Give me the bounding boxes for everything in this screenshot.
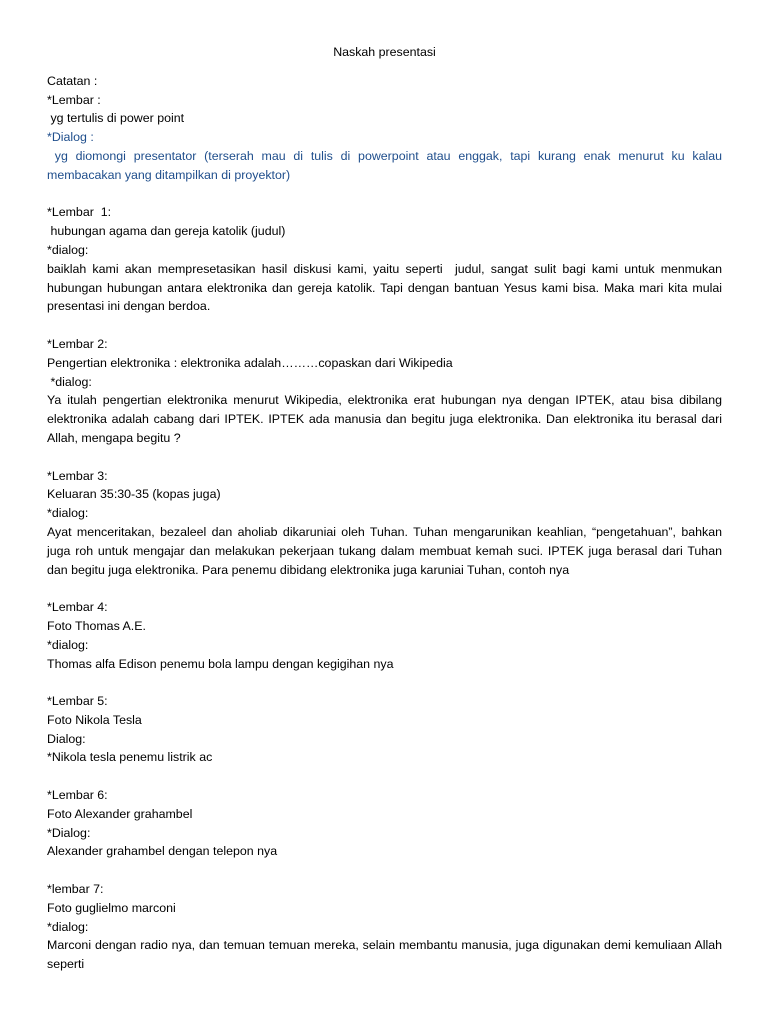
slide-dialog: *Nikola tesla penemu listrik ac	[47, 750, 213, 765]
notes-heading: Catatan :	[47, 73, 98, 88]
slide-dialog: baiklah kami akan mempresetasikan hasil diskusi kami, yaitu seperti judul, sangat sulit bagi kami untuk menmukan hubungan hubungan antara elektronika dan gereja katolik. Tapi dengan bantuan Yesus kami bisa. Maka mari kita mulai presentasi ini dengan berdoa.	[47, 261, 726, 314]
slide-label: *lembar 7:	[47, 882, 104, 897]
slide-6	[47, 786, 722, 861]
slide-dialog-label: *dialog:	[47, 506, 89, 521]
slide-dialog-label: *dialog:	[47, 919, 89, 934]
slide-label: *Lembar 6:	[47, 788, 108, 803]
slide-label: *Lembar 1:	[47, 205, 112, 220]
slide-dialog-label: *dialog:	[47, 242, 89, 257]
slide-5	[47, 692, 722, 767]
slide-7	[47, 880, 726, 974]
slide-dialog: Ayat menceritakan, bezaleel dan aholiab dikaruniai oleh Tuhan. Tuhan mengarunikan keahlian, “pengetahuan”, bahkan juga roh untuk mengajar dan melakukan pekerjaan tukang dalam membuat kemah suci. IPTEK juga berasal dari Tuhan dan begitu juga elektronika. Para penemu dibidang elektronika juga karuniai Tuhan, contoh nya	[47, 524, 726, 577]
slide-label: *Lembar 3:	[47, 468, 108, 483]
document-page	[47, 0, 726, 974]
document-title: Naskah presentasi	[333, 45, 436, 59]
slide-4	[47, 598, 722, 673]
slide-label: *Lembar 4:	[47, 600, 108, 615]
slide-dialog-label: Dialog:	[47, 731, 86, 746]
notes-lembar-desc: yg tertulis di power point	[47, 111, 185, 126]
slide-dialog: Marconi dengan radio nya, dan temuan temuan mereka, selain membantu manusia, juga digunakan demi kemuliaan Allah seperti	[47, 938, 726, 972]
notes-dialog-desc: yg diomongi presentator (terserah mau di tulis di powerpoint atau enggak, tapi kurang enak menurut ku kalau membacakan yang ditampilkan di proyektor)	[47, 148, 726, 182]
slide-dialog: Thomas alfa Edison penemu bola lampu dengan kegigihan nya	[47, 656, 394, 671]
slide-content: Foto Thomas A.E.	[47, 618, 146, 633]
notes-lembar-label: *Lembar :	[47, 92, 101, 107]
slide-label: *Lembar 2:	[47, 336, 108, 351]
slide-label: *Lembar 5:	[47, 694, 108, 709]
slide-content: Pengertian elektronika : elektronika adalah………copaskan dari Wikipedia	[47, 355, 453, 370]
slide-content: Foto Alexander grahambel	[47, 806, 193, 821]
slide-content: Foto guglielmo marconi	[47, 900, 176, 915]
slide-content: Foto Nikola Tesla	[47, 712, 142, 727]
notes-dialog-label: *Dialog :	[47, 130, 94, 145]
slide-dialog-label: *dialog:	[47, 637, 89, 652]
slide-1	[47, 203, 726, 316]
slide-content: Keluaran 35:30-35 (kopas juga)	[47, 487, 221, 502]
slide-3	[47, 467, 726, 580]
slide-dialog-label: *dialog:	[47, 374, 92, 389]
slide-dialog: Ya itulah pengertian elektronika menurut Wikipedia, elektronika erat hubungan nya dengan IPTEK, atau bisa dibilang elektronika adalah cabang dari IPTEK. IPTEK ada manusia dan begitu juga elektronika. Dan elektronika itu berasal dari Allah, mengapa begitu ?	[47, 393, 726, 445]
slide-2	[47, 335, 726, 448]
notes-section	[47, 72, 726, 185]
slide-dialog-label: *Dialog:	[47, 825, 91, 840]
slide-content: hubungan agama dan gereja katolik (judul)	[47, 224, 286, 239]
slide-dialog: Alexander grahambel dengan telepon nya	[47, 844, 278, 859]
